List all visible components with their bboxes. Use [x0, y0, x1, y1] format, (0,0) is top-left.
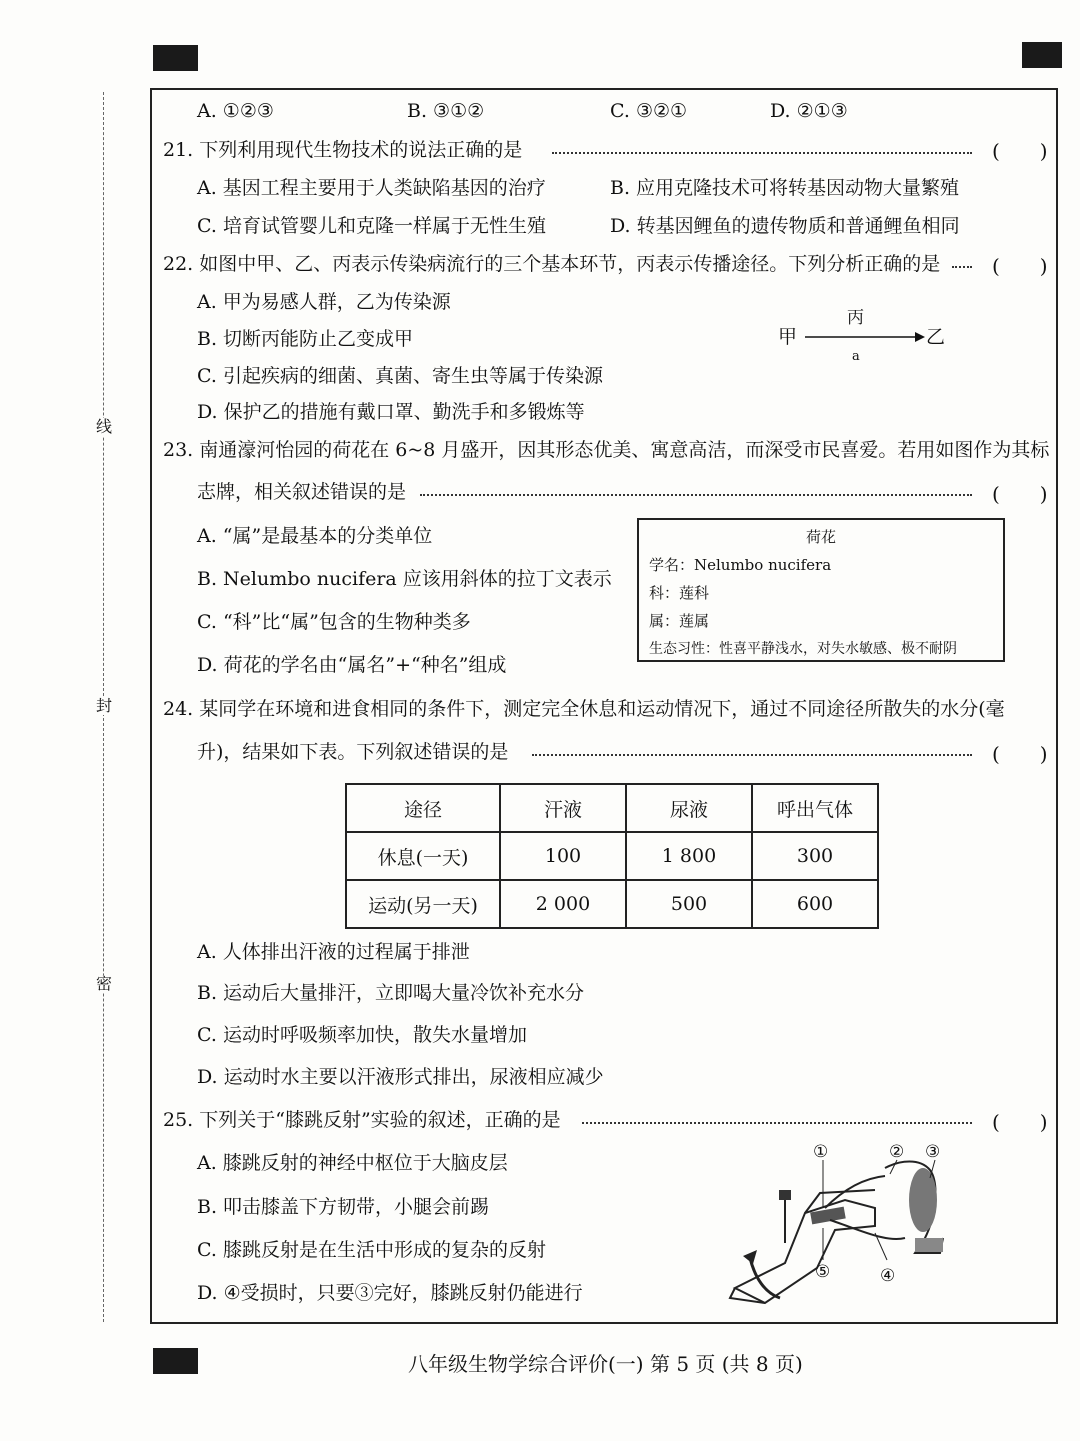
q22-diagram-under: a [852, 349, 860, 364]
q22-stem: 22. 如图中甲、乙、丙表示传染病流行的三个基本环节，丙表示传播途径。下列分析正确的是 [163, 253, 941, 275]
corner-mark-bottom-left [153, 1348, 198, 1374]
q24-stem-line1: 24. 某同学在环境和进食相同的条件下，测定完全休息和运动情况下，通过不同途径所散失的水分(毫 [163, 698, 1005, 720]
q25-stem: 25. 下列关于“膝跳反射”实验的叙述，正确的是 [163, 1109, 561, 1131]
side-char-xian: 线 [96, 417, 113, 436]
q21-answer-blank[interactable]: ( ) [992, 139, 1048, 163]
q20-option-d: D. ②①③ [770, 100, 848, 122]
table-cell: 休息(一天) [346, 832, 500, 880]
q23-stem-line2: 志牌，相关叙述错误的是 [197, 481, 407, 503]
q22-arrow [805, 330, 925, 344]
q22-diagram-to: 乙 [926, 326, 946, 348]
q25-option-d: D. ④受损时，只要③完好，膝跳反射仍能进行 [197, 1282, 583, 1304]
side-char-mi: 密 [96, 974, 113, 993]
lotus-sign-family: 科：莲科 [649, 584, 710, 602]
figure-label-3: ③ [925, 1142, 941, 1162]
q24-option-a: A. 人体排出汗液的过程属于排泄 [197, 941, 470, 963]
table-cell: 300 [752, 832, 878, 880]
table-header: 汗液 [500, 784, 626, 832]
q21-option-b: B. 应用克隆技术可将转基因动物大量繁殖 [610, 177, 960, 199]
q24-option-b: B. 运动后大量排汗，立即喝大量冷饮补充水分 [197, 982, 585, 1004]
table-header: 呼出气体 [752, 784, 878, 832]
q23-option-d: D. 荷花的学名由“属名”+“种名”组成 [197, 654, 507, 676]
table-header: 途径 [346, 784, 500, 832]
q25-leader [582, 1122, 972, 1124]
q22-option-b: B. 切断丙能防止乙变成甲 [197, 328, 414, 350]
side-char-feng: 封 [96, 696, 113, 715]
q23-answer-blank[interactable]: ( ) [992, 482, 1048, 506]
q22-leader [952, 266, 972, 268]
q20-option-a: A. ①②③ [197, 100, 274, 122]
corner-mark-top-right [1022, 42, 1062, 68]
q24-stem-line2: 升)，结果如下表。下列叙述错误的是 [197, 741, 509, 763]
table-cell: 1 800 [626, 832, 752, 880]
q21-leader [552, 152, 972, 154]
q24-option-c: C. 运动时呼吸频率加快，散失水量增加 [197, 1024, 527, 1046]
q21-option-a: A. 基因工程主要用于人类缺陷基因的治疗 [197, 177, 546, 199]
q24-leader [532, 754, 972, 756]
table-cell: 2 000 [500, 880, 626, 928]
lotus-sign-title: 荷花 [805, 528, 836, 546]
figure-label-1: ① [813, 1142, 829, 1162]
corner-mark-top-left [153, 45, 198, 71]
page-footer: 八年级生物学综合评价(一) 第 5 页 (共 8 页) [408, 1352, 803, 1376]
figure-label-4: ④ [880, 1266, 896, 1286]
q22-option-d: D. 保护乙的措施有戴口罩、勤洗手和多锻炼等 [197, 401, 585, 423]
water-loss-table [345, 783, 879, 929]
q22-diagram-from: 甲 [778, 326, 798, 348]
q23-stem-line1: 23. 南通濠河怡园的荷花在 6~8 月盛开，因其形态优美、寓意高洁，而深受市民喜爱。若用如图作为其标 [163, 439, 1050, 461]
figure-label-2: ② [889, 1142, 905, 1162]
q22-option-c: C. 引起疾病的细菌、真菌、寄生虫等属于传染源 [197, 365, 603, 387]
q22-diagram-over: 丙 [847, 308, 864, 328]
table-row [346, 880, 878, 928]
q21-stem: 21. 下列利用现代生物技术的说法正确的是 [163, 139, 523, 161]
table-header: 尿液 [626, 784, 752, 832]
q25-option-a: A. 膝跳反射的神经中枢位于大脑皮层 [197, 1152, 508, 1174]
q24-option-d: D. 运动时水主要以汗液形式排出，尿液相应减少 [197, 1066, 604, 1088]
q20-option-c: C. ③②① [610, 100, 688, 122]
table-header-row [346, 784, 878, 832]
q23-option-b: B. Nelumbo nucifera 应该用斜体的拉丁文表示 [197, 568, 612, 590]
table-row [346, 832, 878, 880]
q21-option-c: C. 培育试管婴儿和克隆一样属于无性生殖 [197, 215, 546, 237]
q23-option-a: A. “属”是最基本的分类单位 [197, 525, 433, 547]
q24-answer-blank[interactable]: ( ) [992, 742, 1048, 766]
lotus-sign [637, 518, 1005, 662]
figure-label-5: ⑤ [815, 1262, 831, 1282]
lotus-sign-habit: 生态习性：性喜平静浅水，对失水敏感、极不耐阴 [649, 641, 957, 657]
table-cell: 运动(另一天) [346, 880, 500, 928]
q25-option-c: C. 膝跳反射是在生活中形成的复杂的反射 [197, 1239, 546, 1261]
q22-option-a: A. 甲为易感人群，乙为传染源 [197, 291, 451, 313]
lotus-sign-scientific-name: 学名：Nelumbo nucifera [649, 556, 832, 574]
q20-option-b: B. ③①② [407, 100, 485, 122]
q21-option-d: D. 转基因鲤鱼的遗传物质和普通鲤鱼相同 [610, 215, 960, 237]
q23-leader [420, 494, 972, 496]
q25-option-b: B. 叩击膝盖下方韧带，小腿会前踢 [197, 1196, 490, 1218]
knee-reflex-figure [725, 1138, 960, 1316]
lotus-sign-genus: 属：莲属 [649, 612, 710, 630]
table-cell: 600 [752, 880, 878, 928]
table-cell: 500 [626, 880, 752, 928]
q22-answer-blank[interactable]: ( ) [992, 254, 1048, 278]
q25-answer-blank[interactable]: ( ) [992, 1110, 1048, 1134]
q23-option-c: C. “科”比“属”包含的生物种类多 [197, 611, 471, 633]
table-cell: 100 [500, 832, 626, 880]
